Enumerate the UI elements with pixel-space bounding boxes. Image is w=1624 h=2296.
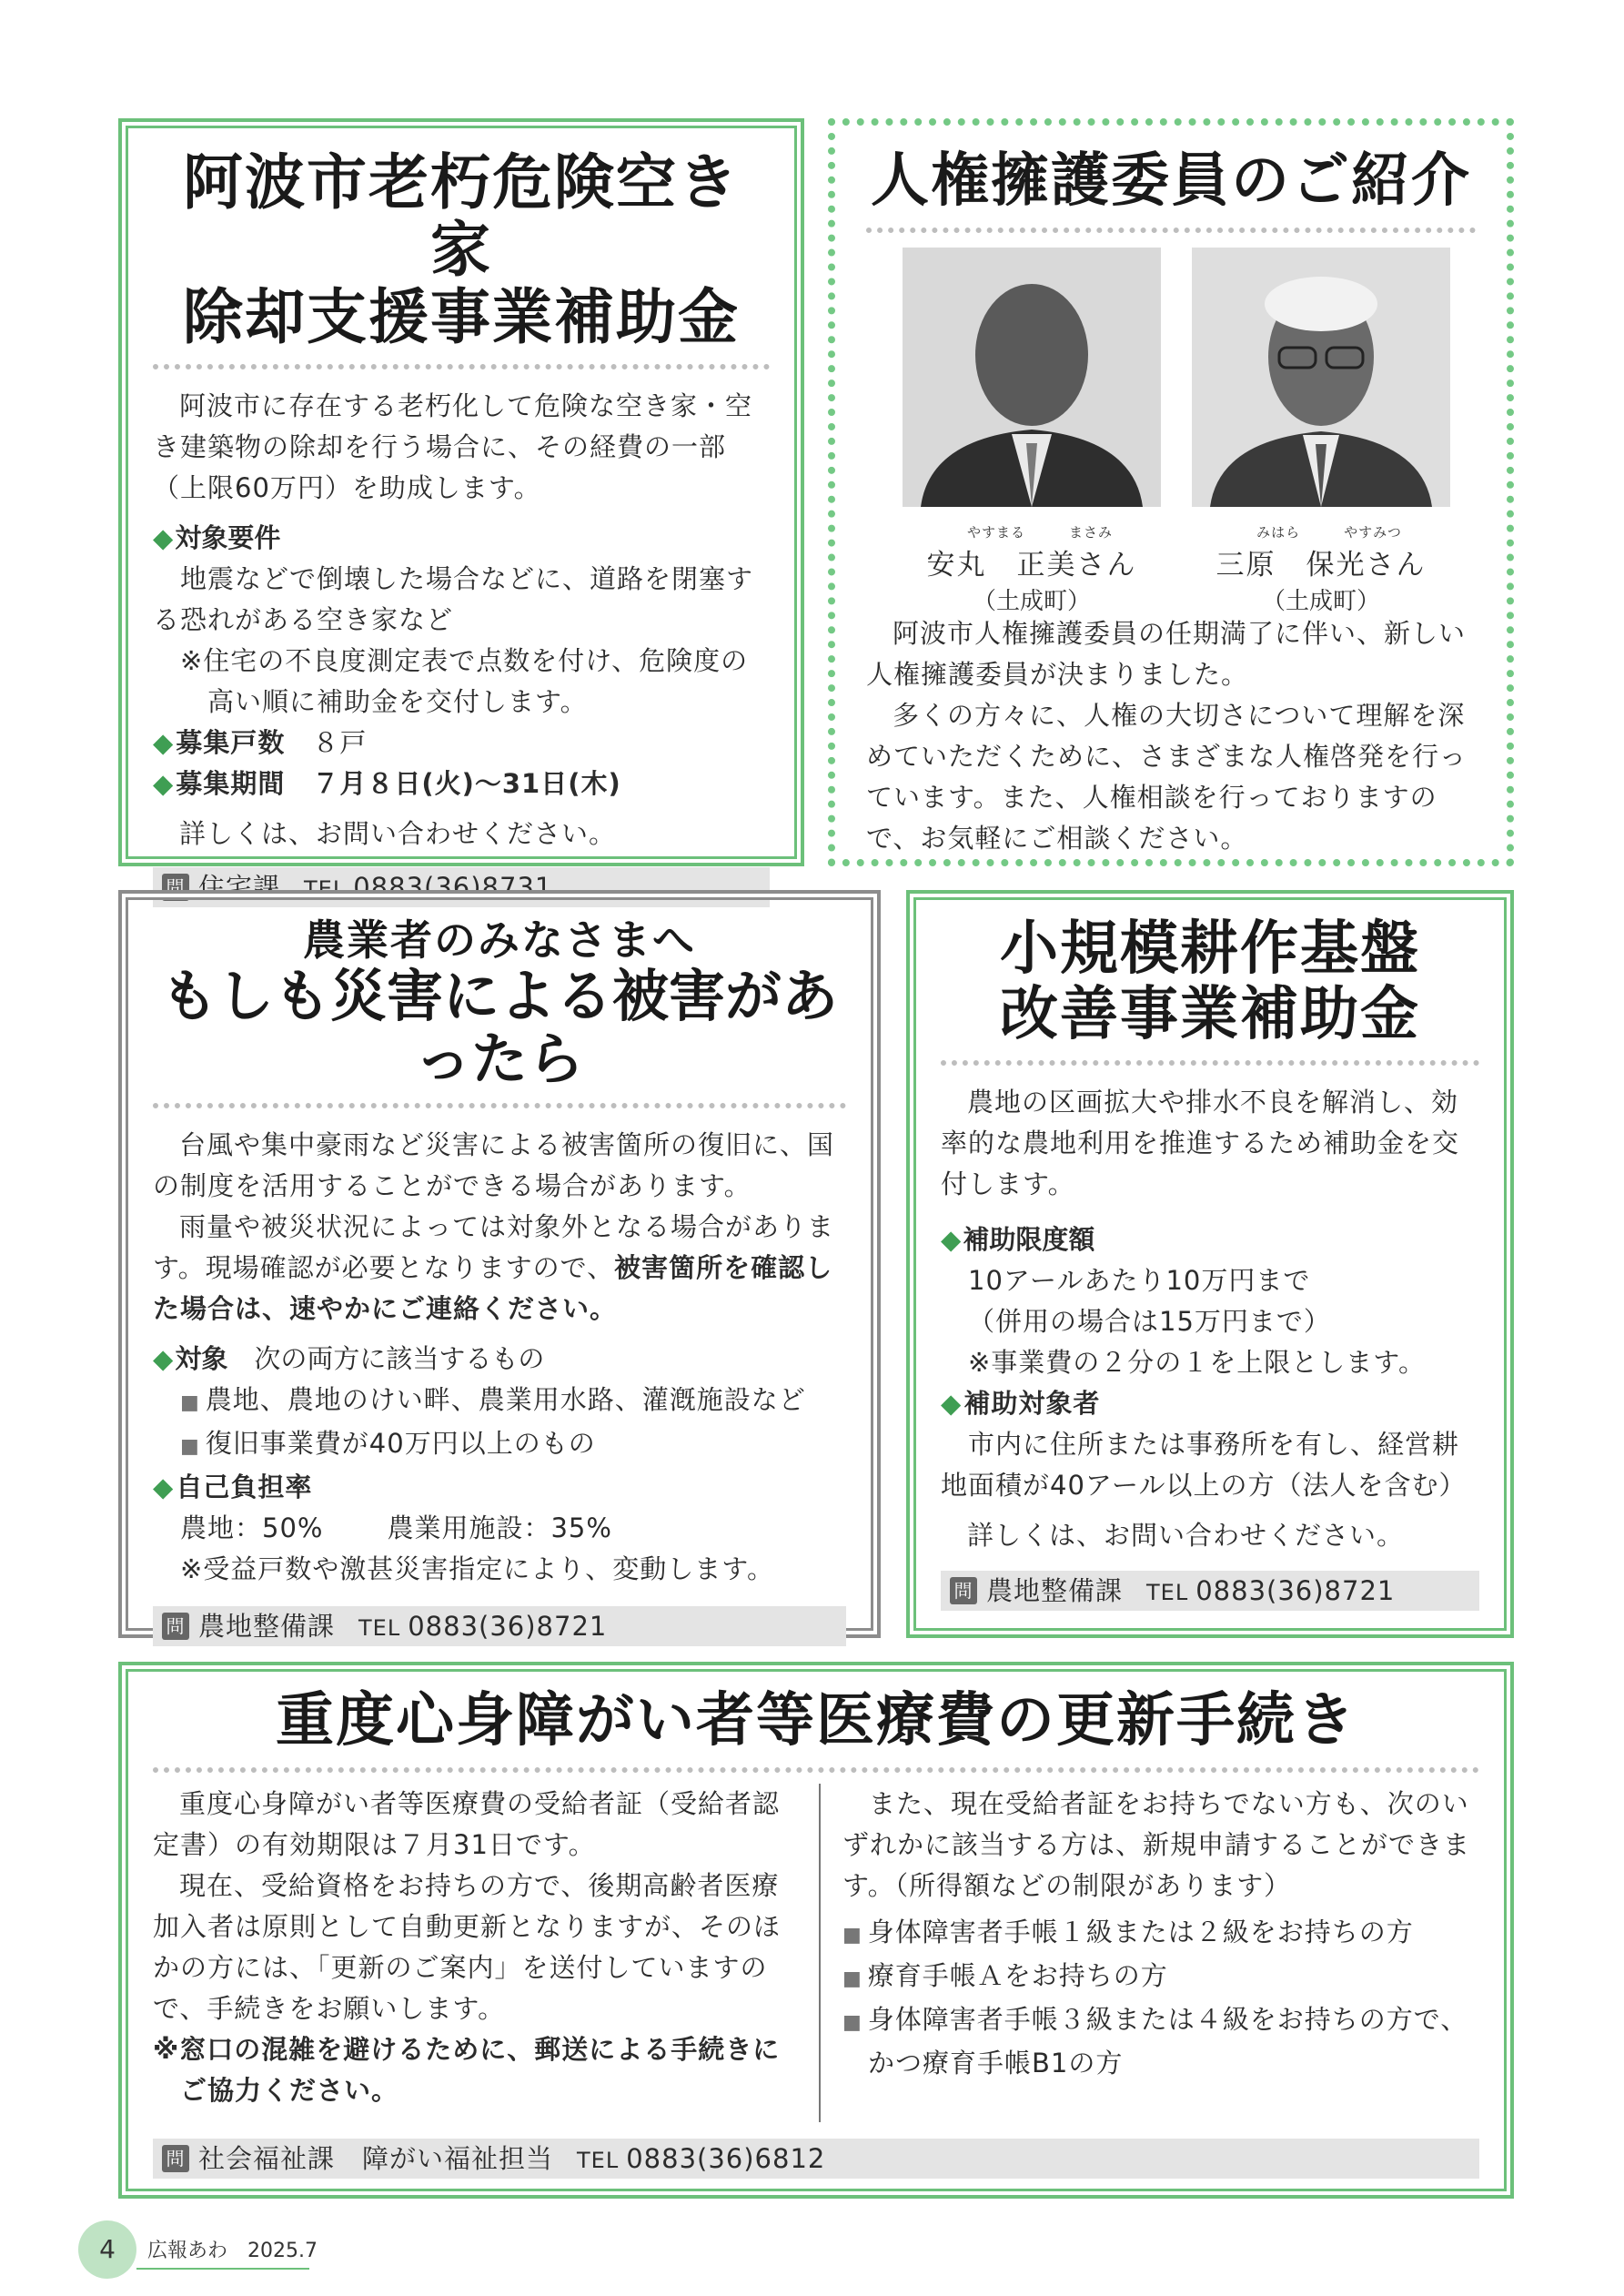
medical-left-para1: 重度心身障がい者等医療費の受給者証（受給者認定書）の有効期限は７月31日です。 [153,1787,781,1860]
human-rights-para2: 多くの方々に、人権の大切さについて理解を深めていただくために、さまざまな人権啓発を行っています。また、人権相談を行っておりますので、お気軽にご相談ください。 [866,699,1468,854]
medical-renewal-title: 重度心身障がい者等医療費の更新手続き [276,1687,1357,1755]
person1-name: 安丸 正美さん [926,548,1137,582]
person1-ruby: やすまる まさみ [966,523,1114,541]
divider [153,1103,846,1108]
diamond-icon: ◆ [153,1343,174,1375]
small-farm-limit2: （併用の場合は15万円まで） [968,1306,1331,1338]
small-farm-inquiry: 詳しくは、お問い合わせください。 [967,1520,1405,1552]
medical-contact [153,2139,1479,2179]
page-number: 4 [99,2234,116,2264]
farm-disaster-target: ◆対象 次の両方に該当するもの [153,1343,545,1375]
akiya-title-line2: 除却支援事業補助金 [183,281,740,352]
medical-right-para: また、現在受給者証をお持ちでない方も、次のいずれかに該当する方は、新規申請することができます。（所得額などの制限があります） [842,1787,1471,1901]
portrait-yasumaru [903,248,1161,507]
divider [153,1767,1479,1773]
akiya-req-heading: ◆対象要件 [153,521,281,553]
footer-publication [147,2235,318,2263]
akiya-count: ◆募集戸数 ８戸 [153,726,368,758]
medical-right-column [821,1784,1479,2122]
small-farm-target-text: 市内に住所または事務所を有し、経営耕地面積が40アール以上の方（法人を含む） [941,1429,1467,1502]
akiya-title-line1: 阿波市老朽危険空き家 [183,147,740,285]
page-number-badge [78,2220,136,2279]
contact-tel[interactable]: 0883(36)8731 [353,871,553,903]
medical-right-bullet1: ■ 身体障害者手帳１級または２級をお持ちの方 [842,1916,1414,1947]
farm-disaster-bullet1: ■ 農地、農地のけい畔、農業用水路、灌漑施設など [180,1384,806,1416]
akiya-inquiry: 詳しくは、お問い合わせください。 [179,817,617,849]
portrait-mihara [1192,248,1450,507]
farm-disaster-title: もしも災害による被害があったら [160,962,838,1092]
tel-label: TEL [1146,1580,1189,1606]
tel-label: TEL [304,875,347,902]
akiya-title [153,149,770,351]
publication-name: 広報あわ [147,2240,228,2262]
medical-right-bullet3: ■ 身体障害者手帳３級または４級をお持ちの方で、かつ療育手帳B1の方 [842,2003,1468,2079]
contact-tel[interactable]: 0883(36)8721 [408,1611,608,1643]
medical-right-bullet2: ■ 療育手帳Ａをお持ちの方 [842,1959,1168,1991]
human-rights-title: 人権擁護委員のご紹介 [871,147,1471,215]
farm-disaster-box [118,890,881,1643]
square-bullet-icon: ■ [842,1923,862,1947]
divider [866,228,1476,233]
issue-date: 2025.7 [247,2240,318,2262]
small-farm-intro: 農地の区画拡大や排水不良を解消し、効率的な農地利用を推進するため補助金を交付します。 [941,1087,1460,1200]
akiya-req-text: 地震などで倒壊した場合などに、道路を閉塞する恐れがある空き家など [153,562,754,635]
farm-disaster-para1: 台風や集中豪雨など災害による被害箇所の復旧に、国の制度を活用することができる場合があります。 [153,1129,835,1202]
person2-town: （土成町） [1261,587,1380,615]
contact-dept: 社会福祉課 障がい福祉担当 [198,2142,554,2174]
square-bullet-icon: ■ [180,1391,200,1415]
diamond-icon: ◆ [941,1388,963,1420]
small-farm-title-line2: 改善事業補助金 [1000,980,1420,1048]
farm-disaster-bullet2: ■ 復旧事業費が40万円以上のもの [180,1428,596,1460]
person2-name: 三原 保光さん [1215,548,1427,582]
tel-label: TEL [577,2147,620,2173]
human-rights-para1: 阿波市人権擁護委員の任期満了に伴い、新しい人権擁護委員が決まりました。 [866,617,1467,690]
contact-dept: 農地整備課 [198,1611,336,1643]
farm-disaster-subtitle: 農業者のみなさまへ [303,915,696,965]
person2-ruby: みはら やすみつ [1256,523,1402,541]
medical-left-para2: 現在、受給資格をお持ちの方で、後期高齢者医療加入者は原則として自動更新となりますが、そのほかの方には、「更新のご案内」を送付していますので、手続きをお願いします。 [153,1869,782,2024]
small-farm-title [941,917,1479,1047]
contact-dept: 住宅課 [198,871,281,903]
medical-left-column [153,1784,821,2122]
divider [153,364,770,369]
tel-label: TEL [358,1615,401,1642]
farm-disaster-para2: 雨量や被災状況によっては対象外となる場合があります。現場確認が必要となりますので、被害箇所を確認した場合は、速やかにご連絡ください。 [153,1211,835,1325]
akiya-subsidy-box [118,118,804,903]
person-photo-icon [1192,248,1450,507]
akiya-req-note: ※住宅の不良度測定表で点数を付け、危険度の高い順に補助金を交付します。 [180,644,749,717]
farm-disaster-contact [153,1606,846,1646]
farm-disaster-rates: 農地：50% 農業用施設：35% [180,1512,612,1544]
small-farm-limit-heading: ◆補助限度額 [941,1224,1095,1256]
page-footer [78,2220,351,2281]
square-bullet-icon: ■ [842,2010,862,2034]
farm-disaster-rate-note: ※受益戸数や激甚災害指定により、変動します。 [180,1553,774,1585]
person1-town: （土成町） [972,587,1091,615]
footer-rule [136,2268,309,2270]
small-farm-limit1: 10アールあたり10万円まで [968,1265,1311,1297]
akiya-intro: 阿波市に存在する老朽化して危険な空き家・空き建築物の除却を行う場合に、その経費の一部（上限60万円）を助成します。 [153,389,753,503]
diamond-icon: ◆ [153,521,174,553]
diamond-icon: ◆ [153,1472,175,1503]
inquiry-icon: 問 [162,1613,189,1640]
human-rights-box [828,118,1514,866]
akiya-period: ◆募集期間 ７月８日(火)～31日(木) [153,767,621,799]
person-photo-icon [903,248,1161,507]
small-farm-contact [941,1571,1479,1611]
small-farm-subsidy-box [906,890,1514,1638]
medical-left-note: ※窓口の混雑を避けるために、郵送による手続きにご協力ください。 [153,2033,781,2106]
inquiry-icon: 問 [950,1577,977,1604]
contact-dept: 農地整備課 [986,1575,1124,1607]
person1-caption [903,522,1161,616]
medical-renewal-box [118,1662,1514,2199]
inquiry-icon: 問 [162,2145,189,2172]
square-bullet-icon: ■ [842,1967,862,1990]
farm-disaster-rate-heading: ◆自己負担率 [153,1472,313,1503]
small-farm-limit3: ※事業費の２分の１を上限とします。 [968,1347,1426,1379]
diamond-icon: ◆ [153,767,175,799]
inquiry-icon: 問 [162,874,189,901]
diamond-icon: ◆ [153,726,175,758]
square-bullet-icon: ■ [180,1435,200,1459]
person2-caption [1192,522,1450,616]
divider [941,1060,1479,1066]
contact-tel[interactable]: 0883(36)8721 [1195,1575,1396,1607]
diamond-icon: ◆ [941,1224,962,1256]
small-farm-target-heading: ◆補助対象者 [941,1388,1101,1420]
contact-tel[interactable]: 0883(36)6812 [626,2142,826,2174]
small-farm-title-line1: 小規模耕作基盤 [1000,915,1420,983]
